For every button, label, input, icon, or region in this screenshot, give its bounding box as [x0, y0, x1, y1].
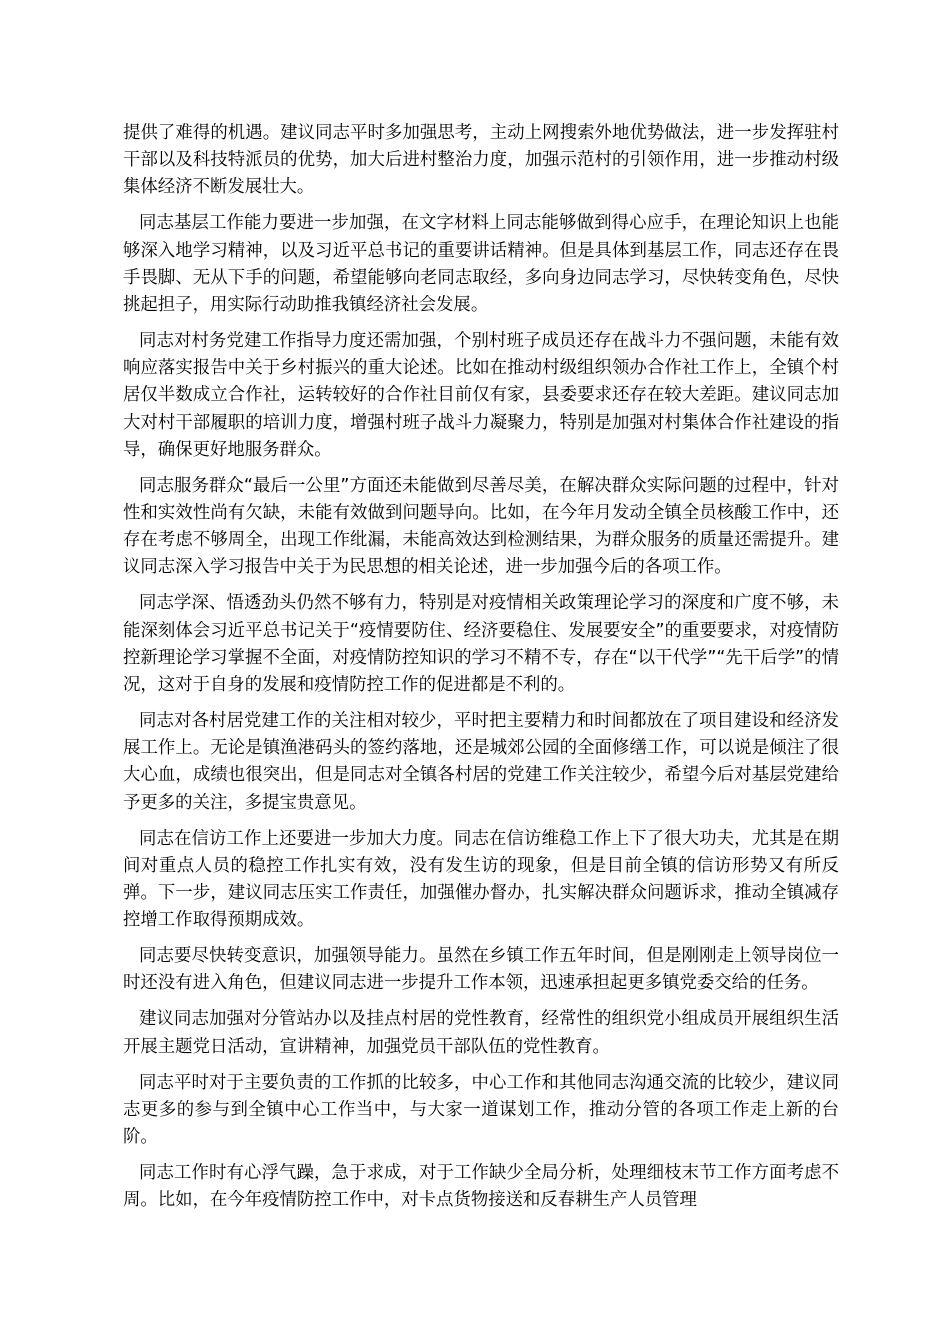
- paragraph-7: 同志在信访工作上还要进一步加大力度。同志在信访维稳工作上下了很大功夫，尤其是在期间对重点人员的稳控工作扎实有效，没有发生访的现象，但是目前全镇的信访形势又有所反弹。下一步，建议同志压实工作责任，加强催办督办，扎实解决群众问题诉求，推动全镇减存控增工作取得预期成效。: [123, 828, 839, 931]
- paragraph-2: 同志基层工作能力要进一步加强，在文字材料上同志能够做到得心应手，在理论知识上也能够深入地学习精神，以及习近平总书记的重要讲话精神。但是具体到基层工作，同志还存在畏手畏脚、无从下手的问题，希望能够向老同志取经，多向身边同志学习，尽快转变角色，尽快挑起担子，用实际行动助推我镇经济社会发展。: [123, 213, 839, 316]
- paragraph-1: 提供了难得的机遇。建议同志平时多加强思考，主动上网搜索外地优势做法，进一步发挥驻村干部以及科技特派员的优势，加大后进村整治力度，加强示范村的引领作用，进一步推动村级集体经济不断发展壮大。: [123, 123, 839, 198]
- paragraph-6: 同志对各村居党建工作的关注相对较少，平时把主要精力和时间都放在了项目建设和经济发展工作上。无论是镇渔港码头的签约落地，还是城郊公园的全面修缮工作，可以说是倾注了很大心血，成绩也很突出，但是同志对全镇各村居的党建工作关注较少，希望今后对基层党建给予更多的关注，多提宝贵意见。: [123, 711, 839, 813]
- paragraph-8: 同志要尽快转变意识，加强领导能力。虽然在乡镇工作五年时间，但是刚刚走上领导岗位一时还没有进入角色，但建议同志进一步提升工作本领，迅速承担起更多镇党委交给的任务。: [123, 946, 839, 994]
- document-body: [123, 120, 839, 1223]
- paragraph-11: 同志工作时有心浮气躁，急于求成，对于工作缺少全局分析，处理细枝末节工作方面考虑不周。比如，在今年疫情防控工作中，对卡点货物接送和反春耕生产人员管理: [123, 1163, 839, 1211]
- paragraph-4: 同志服务群众“最后一公里”方面还未能做到尽善尽美，在解决群众实际问题的过程中，针对性和实效性尚有欠缺，未能有效做到问题导向。比如，在今年月发动全镇全员核酸工作中，还存在考虑不够周全，出现工作纰漏，未能高效达到检测结果，为群众服务的质量还需提升。建议同志深入学习报告中关于为民思想的相关论述，进一步加强今后的各项工作。: [123, 475, 839, 578]
- paragraph-9: 建议同志加强对分管站办以及挂点村居的党性教育，经常性的组织党小组成员开展组织生活开展主题党日活动，宣讲精神，加强党员干部队伍的党性教育。: [123, 1009, 839, 1057]
- paragraph-3: 同志对村务党建工作指导力度还需加强，个别村班子成员还存在战斗力不强问题，未能有效响应落实报告中关于乡村振兴的重大论述。比如在推动村级组织领办合作社工作上，全镇个村居仅半数成立合作社，运转较好的合作社目前仅有家，县委要求还存在较大差距。建议同志加大对村干部履职的培训力度，增强村班子战斗力凝聚力，特别是加强对村集体合作社建设的指导，确保更好地服务群众。: [123, 331, 839, 460]
- paragraph-5: 同志学深、悟透劲头仍然不够有力，特别是对疫情相关政策理论学习的深度和广度不够，未能深刻体会习近平总书记关于“疫情要防住、经济要稳住、发展要安全”的重要要求，对疫情防控新理论学习掌握不全面，对疫情防控知识的学习不精不专，存在“以干代学”“先干后学”的情况，这对于自身的发展和疫情防控工作的促进都是不利的。: [123, 593, 839, 696]
- paragraph-10: 同志平时对于主要负责的工作抓的比较多，中心工作和其他同志沟通交流的比较少，建议同志更多的参与到全镇中心工作当中，与大家一道谋划工作，推动分管的各项工作走上新的台阶。: [123, 1072, 839, 1148]
